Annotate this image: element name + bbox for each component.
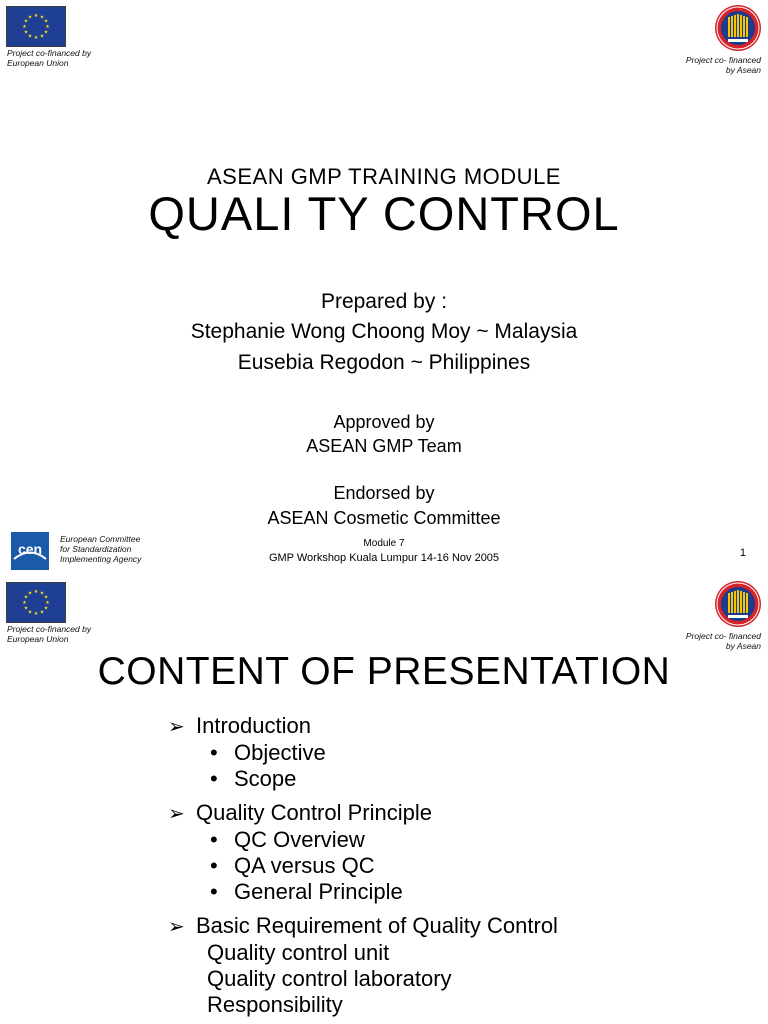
- list-item: Quality control laboratory: [207, 966, 452, 991]
- svg-text:★: ★: [43, 594, 49, 601]
- list-item: • General Principle: [210, 879, 403, 904]
- svg-text:★: ★: [39, 33, 45, 40]
- footer-module: Module 7: [363, 538, 405, 549]
- dot-bullet-icon: •: [210, 879, 218, 904]
- asean-logo-icon: [714, 580, 762, 628]
- dot-bullet-icon: •: [210, 740, 218, 765]
- eu-caption: Project co-financed by European Union: [7, 48, 92, 68]
- svg-text:★: ★: [39, 609, 45, 616]
- author-2: Eusebia Regodon ~ Philippines: [237, 351, 531, 374]
- svg-text:★: ★: [45, 24, 50, 30]
- list-item: • QC Overview: [210, 827, 365, 852]
- list-item: ➢ Introduction: [168, 713, 311, 738]
- endorsed-by-label: Endorsed by: [333, 483, 435, 503]
- footer-workshop: GMP Workshop Kuala Lumpur 14-16 Nov 2005: [268, 552, 500, 564]
- asean-caption: Project co- financed by Asean: [685, 55, 761, 75]
- svg-text:★: ★: [39, 590, 45, 597]
- eu-caption: Project co-financed by European Union: [7, 624, 92, 644]
- asean-logo-icon: [714, 4, 762, 52]
- svg-text:★: ★: [22, 24, 27, 30]
- svg-text:★: ★: [33, 611, 39, 617]
- svg-text:★: ★: [27, 609, 33, 616]
- svg-text:★: ★: [27, 14, 33, 21]
- approved-team: ASEAN GMP Team: [306, 436, 462, 456]
- endorsed-committee: ASEAN Cosmetic Committee: [267, 508, 501, 528]
- list-item: • Scope: [210, 766, 297, 791]
- arrow-bullet-icon: ➢: [168, 803, 185, 825]
- asean-caption: Project co- financed by Asean: [685, 631, 761, 651]
- list-item: • Objective: [210, 740, 326, 765]
- author-1: Stephanie Wong Choong Moy ~ Malaysia: [190, 320, 578, 343]
- svg-text:★: ★: [23, 29, 29, 36]
- svg-text:★: ★: [43, 29, 49, 36]
- dot-bullet-icon: •: [210, 827, 218, 852]
- svg-text:★: ★: [33, 589, 39, 595]
- svg-text:★: ★: [22, 600, 27, 606]
- svg-text:★: ★: [23, 594, 29, 601]
- dot-bullet-icon: •: [210, 766, 218, 791]
- prepared-by-label: Prepared by :: [320, 290, 448, 313]
- dot-bullet-icon: •: [210, 853, 218, 878]
- svg-text:cen: cen: [17, 541, 43, 557]
- svg-text:★: ★: [33, 35, 39, 41]
- arrow-bullet-icon: ➢: [168, 916, 185, 938]
- module-subtitle: ASEAN GMP TRAINING MODULE: [207, 164, 561, 189]
- arrow-bullet-icon: ➢: [168, 716, 185, 738]
- eu-flag-icon: [6, 6, 66, 47]
- svg-text:★: ★: [33, 13, 39, 19]
- svg-text:★: ★: [39, 14, 45, 21]
- eu-flag-icon: [6, 582, 66, 623]
- cen-caption: European Committee for Standardization Implementing Agency: [60, 534, 142, 564]
- content-title: CONTENT OF PRESENTATION: [97, 650, 671, 693]
- svg-text:★: ★: [43, 605, 49, 612]
- list-item: ➢ Basic Requirement of Quality Control: [168, 913, 558, 938]
- approved-by-label: Approved by: [333, 412, 435, 432]
- list-item: ➢ Quality Control Principle: [168, 800, 432, 825]
- svg-text:★: ★: [43, 18, 49, 25]
- svg-text:★: ★: [27, 33, 33, 40]
- list-item: Quality control unit: [207, 940, 390, 965]
- svg-text:★: ★: [45, 600, 50, 606]
- list-item: Responsibility: [207, 992, 343, 1017]
- svg-text:★: ★: [23, 18, 29, 25]
- svg-text:★: ★: [23, 605, 29, 612]
- page-number: 1: [739, 547, 746, 559]
- svg-text:★: ★: [27, 590, 33, 597]
- list-item: • QA versus QC: [210, 853, 375, 878]
- slide-title: QUALI TY CONTROL: [148, 187, 620, 240]
